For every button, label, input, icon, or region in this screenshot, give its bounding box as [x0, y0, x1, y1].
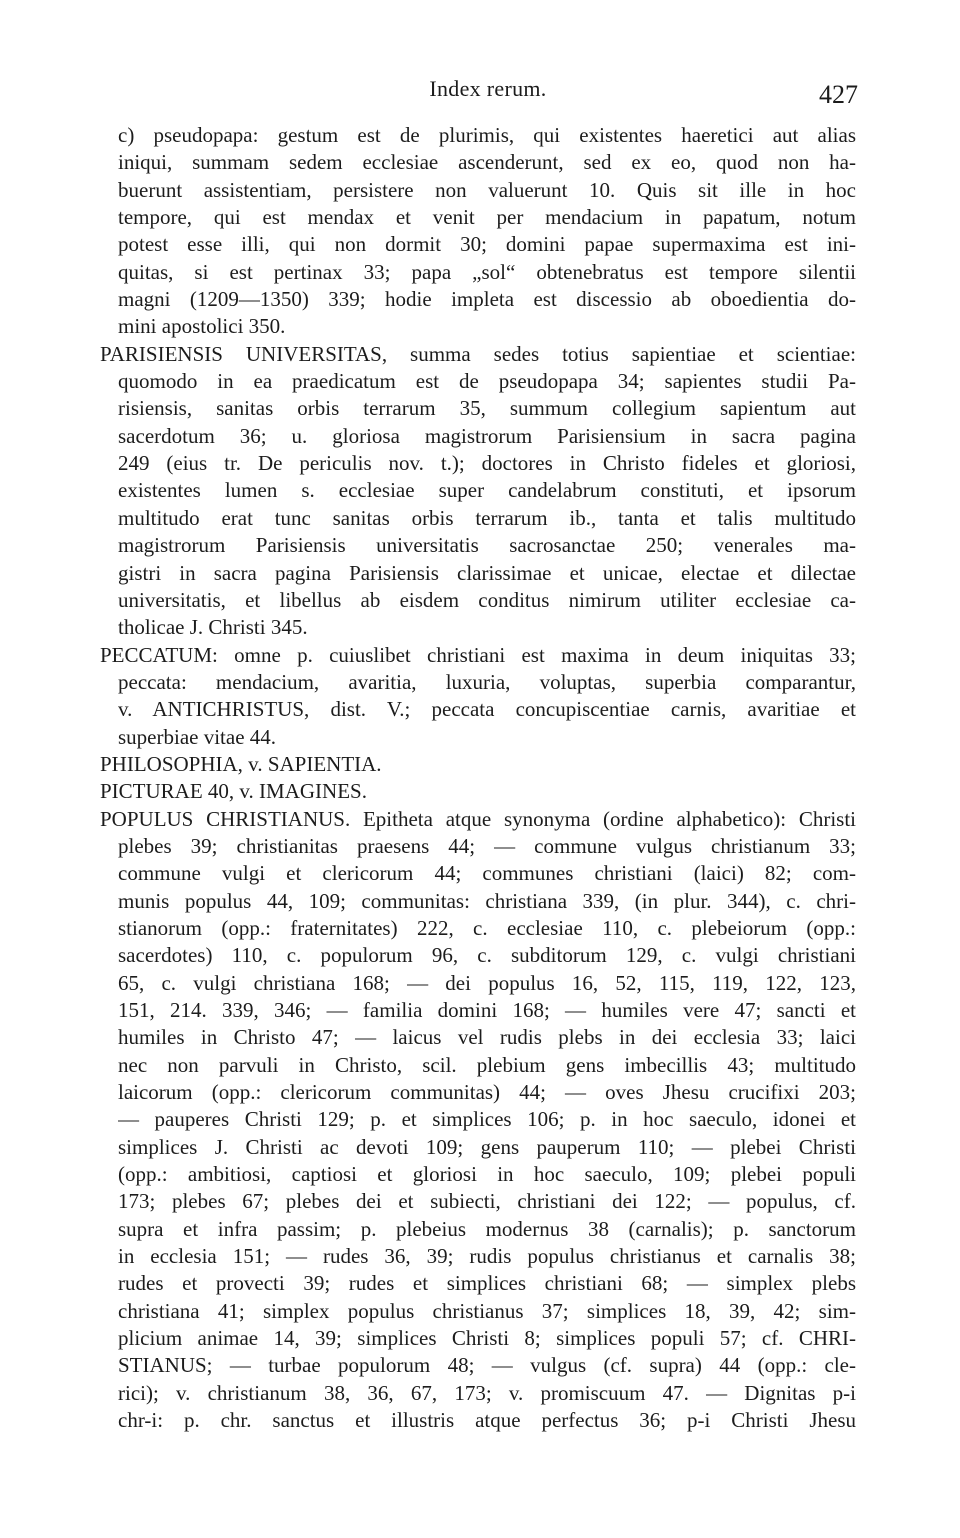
index-line: nec non parvuli in Christo, scil. plebium gens imbecillis 43; multitudo: [118, 1052, 856, 1077]
index-line: simplices J. Christi ac devoti 109; gens pauperum 110; — plebei Christi: [118, 1134, 856, 1159]
index-line: gistri in sacra pagina Parisiensis clarissimae et unicae, electae et dilectae: [118, 560, 856, 585]
index-line: mini apostolici 350.: [118, 314, 286, 339]
page-number: 427: [819, 80, 858, 109]
index-line: sacerdotes) 110, c. populorum 96, c. subditorum 129, c. vulgi christiani: [118, 943, 856, 968]
index-line: STIANUS; — turbae populorum 48; — vulgus (cf. supra) 44 (opp.: cle-: [118, 1353, 856, 1378]
index-line: quomodo in ea praedicatum est de pseudopapa 34; sapientes studii Pa-: [118, 369, 856, 394]
index-line: POPULUS CHRISTIANUS. Epitheta atque synonyma (ordine alphabetico): Christi: [100, 806, 856, 831]
index-line: superbiae vitae 44.: [118, 724, 277, 749]
index-line: (opp.: ambitiosi, captiosi et gloriosi in hoc saeculo, 109; plebei populi: [118, 1162, 856, 1187]
index-line: sacerdotum 36; u. gloriosa magistrorum Parisiensium in sacra pagina: [118, 423, 856, 448]
index-line: stianorum (opp.: fraternitates) 222, c. ecclesiae 110, c. plebeiorum (opp.:: [118, 915, 856, 940]
index-line: in ecclesia 151; — rudes 36, 39; rudis populus christianus et carnalis 38;: [118, 1244, 856, 1269]
index-line: christiana 41; simplex populus christianus 37; simplices 18, 39, 42; sim-: [118, 1298, 856, 1323]
index-line: PECCATUM: omne p. cuiuslibet christiani est maxima in deum iniquitas 33;: [100, 642, 856, 667]
index-body: [100, 122, 856, 1435]
index-line: peccata: mendacium, avaritia, luxuria, voluptas, superbia comparantur,: [118, 669, 856, 694]
page-header: [118, 74, 858, 114]
index-line: munis populus 44, 109; communitas: christiana 339, (in plur. 344), c. chri-: [118, 888, 856, 913]
index-line: laicorum (opp.: clericorum communitas) 44; — oves Jhesu crucifixi 203;: [118, 1080, 856, 1105]
index-line: potest esse illi, qui non dormit 30; domini papae supermaxima est ini-: [118, 232, 856, 257]
index-line: magistrorum Parisiensis universitatis sacrosanctae 250; venerales ma-: [118, 533, 856, 558]
index-line: existentes lumen s. ecclesiae super candelabrum constituti, et ipsorum: [118, 478, 856, 503]
index-line: plicium animae 14, 39; simplices Christi 8; simplices populi 57; cf. CHRI-: [118, 1326, 856, 1351]
index-line: tholicae J. Christi 345.: [118, 615, 308, 640]
index-line: universitatis, et libellus ab eisdem conditus nimirum utiliter ecclesiae ca-: [118, 587, 856, 612]
index-line: PICTURAE 40, v. IMAGINES.: [100, 779, 367, 804]
index-line: plebes 39; christianitas praesens 44; — commune vulgus christianum 33;: [118, 833, 856, 858]
index-line: v. ANTICHRISTUS, dist. V.; peccata concupiscentiae carnis, avaritiae et: [118, 697, 856, 722]
index-line: 249 (eius tr. De periculis nov. t.); doctores in Christo fideles et gloriosi,: [118, 451, 856, 476]
index-line: c) pseudopapa: gestum est de plurimis, qui existentes haeretici aut alias: [118, 123, 856, 147]
index-line: 151, 214. 339, 346; — familia domini 168; — humiles vere 47; sancti et: [118, 998, 856, 1022]
index-line: chr-i: p. chr. sanctus et illustris atque perfectus 36; p-i Christi Jhesu: [118, 1408, 856, 1433]
index-line: risiensis, sanitas orbis terrarum 35, summum collegium sapientum aut: [118, 396, 856, 421]
index-line: PHILOSOPHIA, v. SAPIENTIA.: [100, 751, 382, 776]
index-line: PARISIENSIS UNIVERSITAS, summa sedes totius sapientiae et scientiae:: [100, 341, 856, 366]
index-line: commune vulgi et clericorum 44; communes christiani (laici) 82; com-: [118, 861, 856, 886]
index-line: humiles in Christo 47; — laicus vel rudis plebs in dei ecclesia 33; laici: [118, 1025, 856, 1050]
index-line: 65, c. vulgi christiana 168; — dei populus 16, 52, 115, 119, 122, 123,: [118, 970, 856, 995]
index-line: — pauperes Christi 129; p. et simplices 106; p. in hoc saeculo, idonei et: [118, 1107, 856, 1132]
index-line: rici); v. christianum 38, 36, 67, 173; v. promiscuum 47. — Dignitas p-i: [118, 1380, 856, 1405]
index-line: rudes et provecti 39; rudes et simplices christiani 68; — simplex plebs: [118, 1271, 856, 1296]
index-line: magni (1209—1350) 339; hodie impleta est discessio ab oboedientia do-: [118, 287, 856, 312]
index-line: quitas, si est pertinax 33; papa „sol“ obtenebratus est tempore silentii: [118, 259, 856, 284]
index-line: tempore, qui est mendax et venit per mendacium in papatum, notum: [118, 205, 856, 230]
index-line: buerunt assistentiam, persistere non valuerunt 10. Quis sit ille in hoc: [118, 177, 856, 202]
index-line: supra et infra passim; p. plebeius modernus 38 (carnalis); p. sanctorum: [118, 1216, 856, 1241]
index-line: multitudo erat tunc sanitas orbis terrarum ib., tanta et talis multitudo: [118, 505, 856, 530]
index-line: iniqui, summam sedem ecclesiae ascenderunt, sed ex eo, quod non ha-: [118, 150, 856, 175]
index-line: 173; plebes 67; plebes dei et subiecti, christiani dei 122; — populus, cf.: [118, 1189, 856, 1214]
running-title: Index rerum.: [429, 76, 547, 101]
